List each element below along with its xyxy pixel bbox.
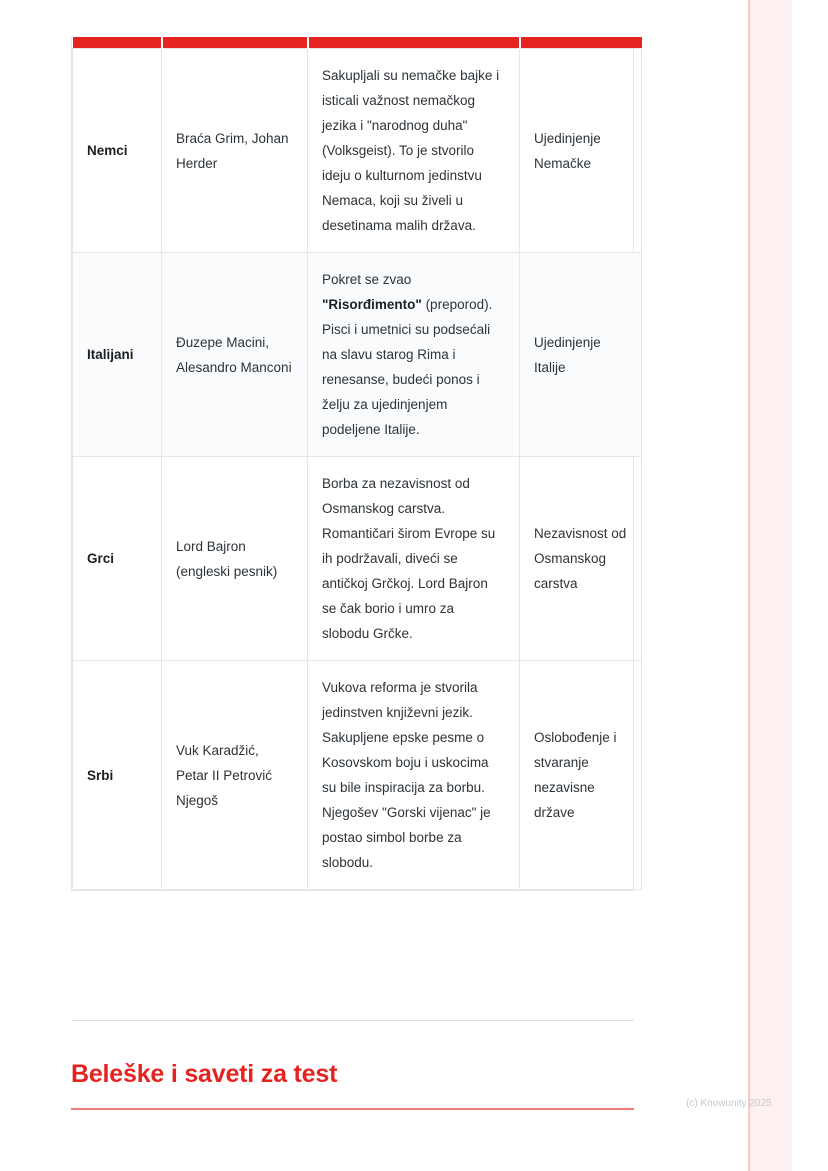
cell-figures: Vuk Karadžić, Petar II Petrović Njegoš [162, 661, 308, 890]
accent-cell-4 [520, 37, 642, 49]
table-row [73, 661, 642, 890]
section-divider [71, 1020, 634, 1021]
description-text: Sakupljali su nemačke bajke i isticali važnost nemačkog jezika i "narodnog duha" (Volksgeist). To je stvorilo ideju o kulturnom jedinstvu Nemaca, koji su živeli u desetinama malih država. [322, 68, 500, 233]
cell-figures: Đuzepe Macini, Alesandro Manconi [162, 253, 308, 457]
accent-cell-3 [308, 37, 520, 49]
page-title: Beleške i saveti za test [71, 1060, 338, 1088]
description-text: Pokret se zvao [322, 272, 412, 287]
page-side-strip-divider [748, 0, 750, 1171]
cell-nation: Italijani [73, 253, 162, 457]
table-row [73, 253, 642, 457]
cell-description [308, 661, 520, 890]
accent-cell-1 [73, 37, 162, 49]
description-text-cont: (preporod). Pisci i umetnici su podsećali na slavu starog Rima i renesanse, budeći ponos i želju za ujedinjenjem podeljene Italije. [322, 297, 493, 437]
cell-nation: Srbi [73, 661, 162, 890]
cell-description [308, 253, 520, 457]
cell-nation: Nemci [73, 49, 162, 253]
page-side-strip [748, 0, 792, 1171]
cell-goal: Ujedinjenje Nemačke [520, 49, 642, 253]
cell-description [308, 457, 520, 661]
cell-figures: Braća Grim, Johan Herder [162, 49, 308, 253]
nations-table [72, 37, 642, 890]
description-text: Vukova reforma je stvorila jedinstven književni jezik. Sakupljene epske pesme o Kosovskom boju i uskocima su bile inspiracija za borbu. Njegošev "Gorski vijenac" je postao simbol borbe za slobodu. [322, 680, 491, 870]
table-header-accent-bar [73, 37, 642, 49]
nations-table-wrapper [71, 37, 634, 891]
accent-cell-2 [162, 37, 308, 49]
cell-goal: Nezavisnost od Osmanskog carstva [520, 457, 642, 661]
description-text: Borba za nezavisnost od Osmanskog carstva. Romantičari širom Evrope su ih podržavali, diveći se antičkoj Grčkoj. Lord Bajron se čak borio i umro za slobodu Grčke. [322, 476, 496, 641]
footer-credit: (c) Knowunity 2025 [686, 1098, 772, 1109]
cell-goal: Ujedinjenje Italije [520, 253, 642, 457]
cell-description [308, 49, 520, 253]
cell-nation: Grci [73, 457, 162, 661]
description-term-highlight: "Risorđimento" [322, 297, 422, 312]
table-row [73, 49, 642, 253]
cell-goal: Oslobođenje i stvaranje nezavisne države [520, 661, 642, 890]
table-row [73, 457, 642, 661]
nations-table-body [73, 37, 642, 890]
cell-figures: Lord Bajron (engleski pesnik) [162, 457, 308, 661]
heading-underline [71, 1108, 634, 1110]
